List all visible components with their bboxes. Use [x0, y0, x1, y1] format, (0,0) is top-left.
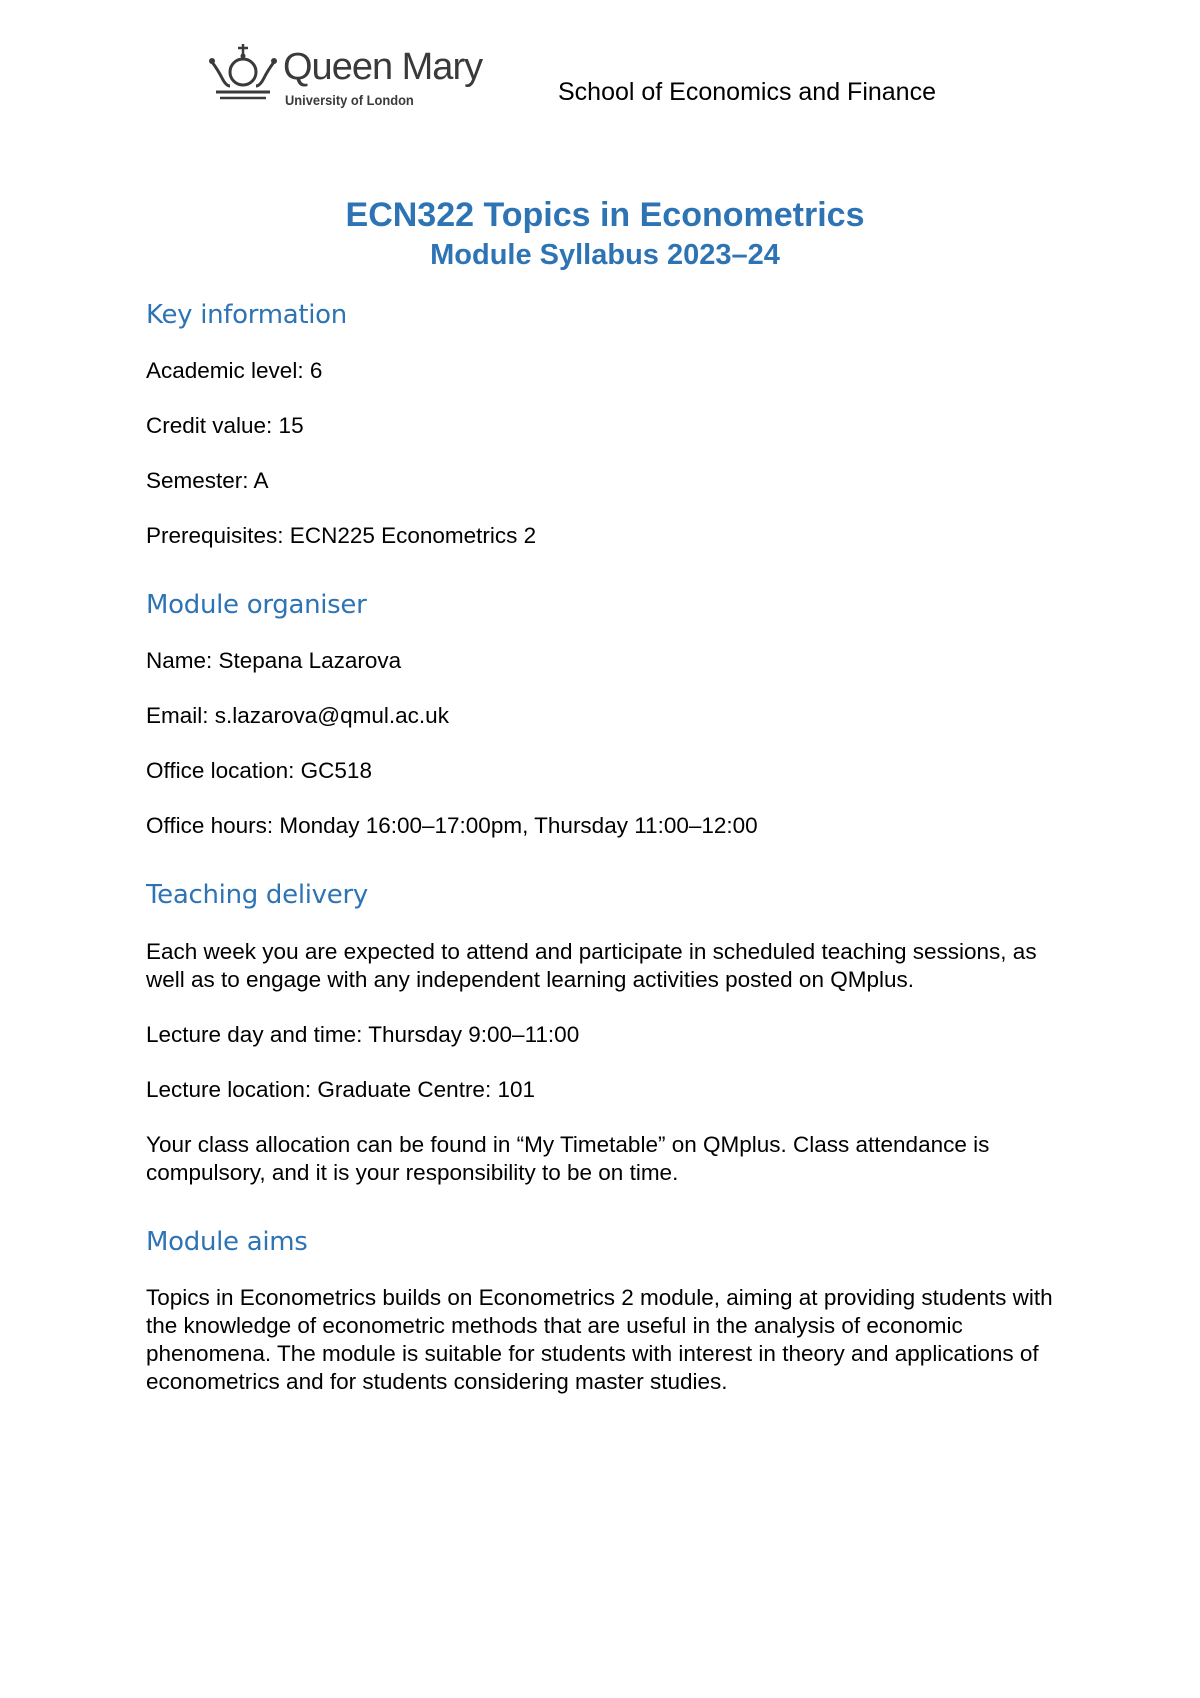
- university-logo: [208, 40, 488, 115]
- module-subtitle: Module Syllabus 2023–24: [430, 238, 780, 271]
- credit-value: Credit value: 15: [146, 413, 304, 439]
- section-heading: Key information: [146, 300, 347, 330]
- title-block: [0, 195, 1200, 273]
- prerequisites: Prerequisites: ECN225 Econometrics 2: [146, 523, 537, 549]
- school-name: School of Economics and Finance: [558, 78, 936, 106]
- organiser-name: Name: Stepana Lazarova: [146, 648, 402, 674]
- logo-wordmark: Queen Mary: [283, 46, 483, 88]
- class-allocation: Your class allocation can be found in “My Timetable” on QMplus. Class attendance is compulsory, and it is your responsibility to be on time.: [146, 1131, 990, 1185]
- section-module-organiser: [146, 590, 1056, 840]
- section-module-aims: [146, 1227, 1056, 1396]
- logo-subtitle: University of London: [285, 92, 414, 108]
- syllabus-content: [146, 300, 1056, 1436]
- office-location: Office location: GC518: [146, 758, 372, 784]
- semester: Semester: A: [146, 468, 269, 494]
- organiser-email: Email: s.lazarova@qmul.ac.uk: [146, 703, 449, 729]
- teaching-intro: Each week you are expected to attend and participate in scheduled teaching sessions, as well as to engage with any independent learning activities posted on QMplus.: [146, 938, 1037, 992]
- section-teaching-delivery: [146, 880, 1056, 1186]
- lecture-location: Lecture location: Graduate Centre: 101: [146, 1076, 535, 1102]
- module-aims-text: Topics in Econometrics builds on Econometrics 2 module, aiming at providing students with the knowledge of econometric methods that are useful in the analysis of economic phenomena. The module is suitable for students with interest in theory and applications of econometrics and for students considering master studies.: [146, 1284, 1053, 1394]
- office-hours: Office hours: Monday 16:00–17:00pm, Thursday 11:00–12:00: [146, 813, 758, 839]
- lecture-time: Lecture day and time: Thursday 9:00–11:00: [146, 1021, 580, 1047]
- section-key-information: [146, 300, 1056, 550]
- section-heading: Module aims: [146, 1226, 308, 1257]
- academic-level: Academic level: 6: [146, 358, 323, 384]
- section-heading: Module organiser: [146, 590, 367, 621]
- section-heading: Teaching delivery: [146, 880, 368, 911]
- page-header: [208, 40, 998, 120]
- module-title: ECN322 Topics in Econometrics: [345, 196, 865, 234]
- crown-shield-icon: [208, 42, 278, 104]
